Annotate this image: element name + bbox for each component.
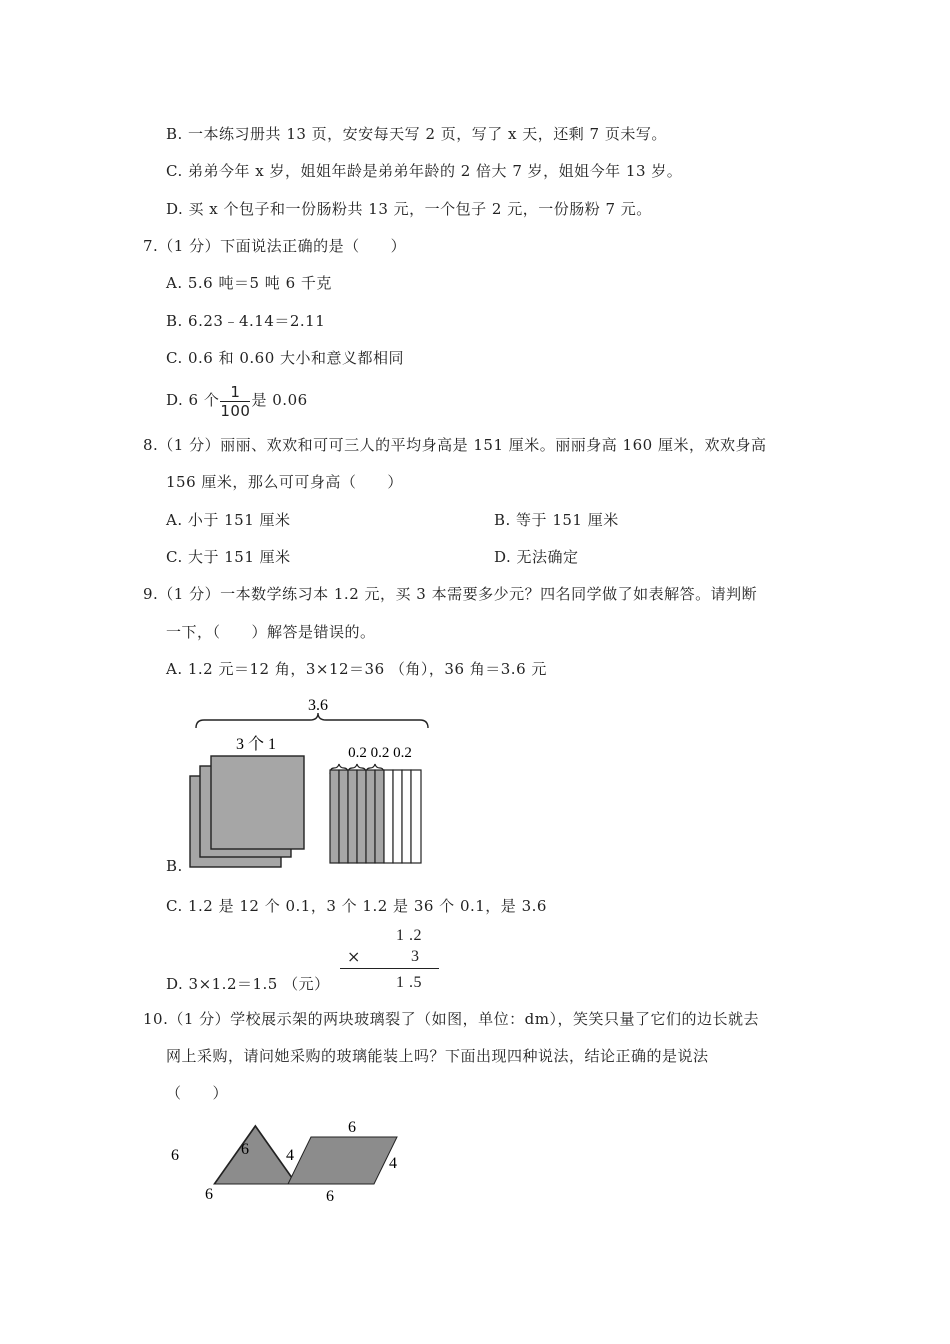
- q8-stem-line1: 8.（1 分）丽丽、欢欢和可可三人的平均身高是 151 厘米。丽丽身高 160 厘米，欢欢身高: [143, 436, 767, 454]
- tenths-strips: [330, 770, 421, 863]
- q6-option-b: B. 一本练习册共 13 页，安安每天写 2 页，写了 x 天，还剩 7 页未写。: [166, 125, 667, 143]
- calc-top: 1 .2: [396, 927, 422, 944]
- total-brace: [196, 713, 428, 728]
- q9-option-b-label: B.: [166, 857, 183, 875]
- figure-total-label: 3.6: [308, 697, 328, 714]
- calc-multiplier: 3: [411, 948, 420, 965]
- fraction-numerator: 1: [220, 383, 250, 402]
- q7-option-d: [166, 381, 308, 420]
- q6-option-c: C. 弟弟今年 x 岁，姐姐年龄是弟弟年龄的 2 倍大 7 岁，姐姐今年 13 岁。: [166, 162, 683, 180]
- q7-option-d-suffix: 是 0.06: [251, 391, 308, 409]
- glass-triangle: [214, 1126, 296, 1184]
- triangle-right-label: 6: [241, 1141, 249, 1158]
- q6-option-d: D. 买 x 个包子和一份肠粉共 13 元，一个包子 2 元，一份肠粉 7 元。: [166, 200, 652, 218]
- q8-option-d: D. 无法确定: [494, 548, 579, 566]
- unit-square-front: [211, 756, 304, 849]
- q8-option-a: A. 小于 151 厘米: [166, 511, 291, 529]
- parallelogram-left-label: 4: [286, 1147, 294, 1164]
- q7-option-d-prefix: D. 6 个: [166, 391, 220, 409]
- q8-option-b: B. 等于 151 厘米: [494, 511, 619, 529]
- q9-option-d: D. 3×1.2＝1.5 （元）: [166, 975, 330, 993]
- q7-option-b: B. 6.23﹣4.14＝2.11: [166, 312, 326, 330]
- q9-option-a: A. 1.2 元＝12 角，3×12＝36 （角），36 角＝3.6 元: [166, 660, 547, 678]
- q10-stem-line1: 10.（1 分）学校展示架的两块玻璃裂了（如图，单位：dm），笑笑只量了它们的边长就去: [143, 1010, 759, 1028]
- q9-stem-line1: 9.（1 分）一本数学练习本 1.2 元，买 3 本需要多少元？四名同学做了如表解答。请判断: [143, 585, 758, 603]
- strips-label: 0.2 0.2 0.2: [348, 745, 412, 761]
- q10-stem-line2: 网上采购，请问她采购的玻璃能装上吗？下面出现四种说法，结论正确的是说法: [166, 1047, 709, 1065]
- calc-result: 1 .5: [396, 974, 422, 991]
- q8-stem-line2: 156 厘米，那么可可身高（ ）: [166, 473, 403, 491]
- q8-option-c: C. 大于 151 厘米: [166, 548, 291, 566]
- q9-figure-b: [160, 690, 460, 880]
- triangle-bottom-label: 6: [205, 1186, 213, 1203]
- squares-label: 3 个 1: [235, 736, 277, 753]
- fraction-denominator: 100: [220, 401, 251, 420]
- parallelogram-right-label: 4: [389, 1155, 397, 1172]
- q10-stem-line3: （ ）: [166, 1084, 229, 1102]
- fraction: [220, 383, 250, 420]
- q9-option-c: C. 1.2 是 12 个 0.1，3 个 1.2 是 36 个 0.1，是 3.6: [166, 897, 547, 915]
- q7-option-c: C. 0.6 和 0.60 大小和意义都相同: [166, 349, 405, 367]
- q7-option-a: A. 5.6 吨＝5 吨 6 千克: [166, 274, 332, 292]
- q10-figure: [155, 1112, 415, 1212]
- q9-stem-line2: 一下，（ ）解答是错误的。: [166, 623, 376, 641]
- triangle-left-label: 6: [171, 1147, 179, 1164]
- calc-rule: [340, 968, 439, 969]
- parallelogram-top-label: 6: [348, 1119, 356, 1136]
- calc-times-sign: ×: [347, 947, 361, 966]
- q7-stem: 7.（1 分）下面说法正确的是（ ）: [143, 237, 407, 255]
- parallelogram-bottom-label: 6: [326, 1188, 334, 1205]
- glass-parallelogram: [288, 1137, 397, 1184]
